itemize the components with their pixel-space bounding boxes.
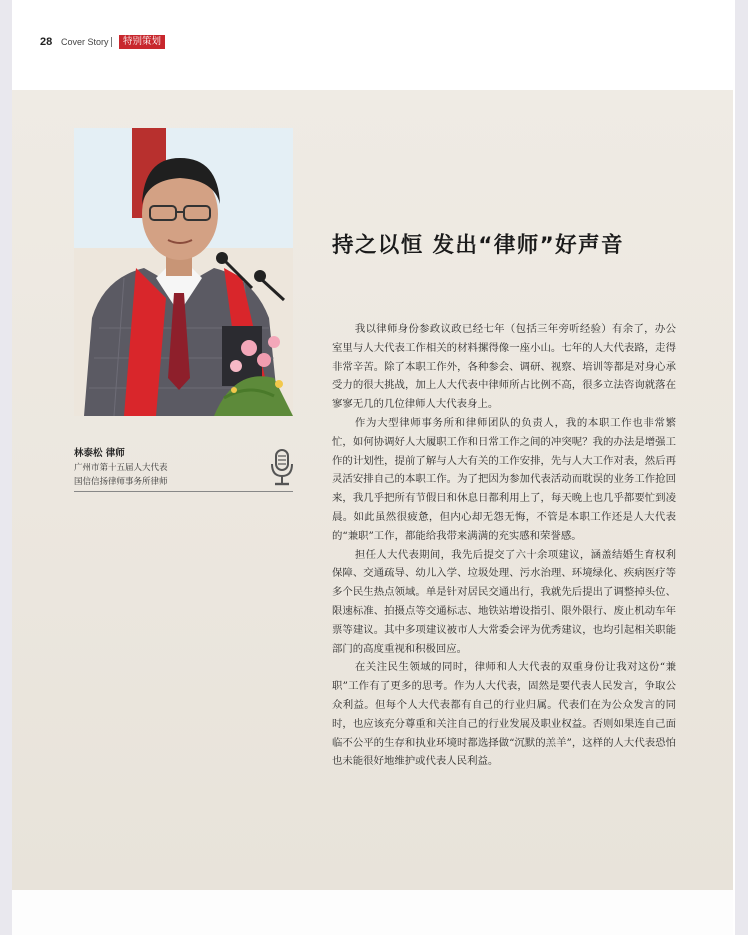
article-panel <box>12 90 733 890</box>
page-bottom-margin <box>12 890 733 935</box>
article-paragraph-1: 我以律师身份参政议政已经七年（包括三年旁听经验）有余了，办公室里与人大代表工作相关的材料摞得像一座小山。七年的人大代表路，走得非常辛苦。除了本职工作外，各种参会、调研、视察、培训等都是对身心承受力的很大挑战，加上人大代表中律师所占比例不高，很多立法咨询就落在寥寥无几的几位律师人大代表身上。 <box>332 323 676 411</box>
caption-divider <box>74 491 293 492</box>
article-paragraph-2: 作为大型律师事务所和律师团队的负责人，我的本职工作也非常繁忙，如何协调好人大履职工作和日常工作之间的冲突呢？我的办法是增强工作的计划性，提前了解与人大有关的工作安排，先与人大工作对表，然后再灵活安排自己的本职工作。为了把因为参加代表活动而耽误的业务工作抢回来，我几乎把所有节假日和休息日都利用上了，每天晚上也几乎都要忙到凌晨。如此虽然很疲惫，但内心却无怨无悔，不管是本职工作还是人大代表的“兼职”工作，都能给我带来满满的充实感和荣誉感。 <box>332 416 676 542</box>
section-label-en: Cover Story <box>61 37 109 47</box>
section-tag: 特别策划 <box>119 35 165 49</box>
speaker-title-line1: 广州市第十五届人大代表 <box>74 463 168 473</box>
speaker-name: 林泰松 律师 <box>74 448 125 459</box>
article-paragraph-3: 担任人大代表期间，我先后提交了六十余项建议，涵盖结婚生育权利保障、交通疏导、幼儿入学、垃圾处理、污水治理、环境绿化、疾病医疗等多个民生热点领域。单是针对居民交通出行，我就先后提出了调整掉头位、限速标准、拍摄点等交通标志、地铁站增设指引、限外限行、废止机动车年票等建议。其中多项建议被市人大常委会评为优秀建议，也均引起相关职能部门的高度重视和积极回应。 <box>332 548 676 655</box>
portrait-photo <box>74 128 293 416</box>
article-body <box>332 320 676 771</box>
speaker-title-line2: 国信信扬律师事务所律师 <box>74 477 168 487</box>
article-paragraph-4: 在关注民生领域的同时，律师和人大代表的双重身份让我对这份“兼职”工作有了更多的思考。作为人大代表，固然是要代表人民发言，争取公众利益。但每个人大代表都有自己的行业归属。代表们在为公众发言的同时，也应该充分尊重和关注自己的行业发展及职业权益。否则如果连自己面临不公平的生存和执业环境时都选择做“沉默的羔羊”，这样的人大代表恐怕也未能很好地维护或代表人民利益。 <box>332 661 676 768</box>
portrait-illustration <box>74 128 293 416</box>
article-title: 持之以恒 发出“律师”好声音 <box>332 233 624 258</box>
header-divider <box>111 37 112 47</box>
page-number: 28 <box>40 36 53 48</box>
microphone-icon <box>268 448 296 488</box>
